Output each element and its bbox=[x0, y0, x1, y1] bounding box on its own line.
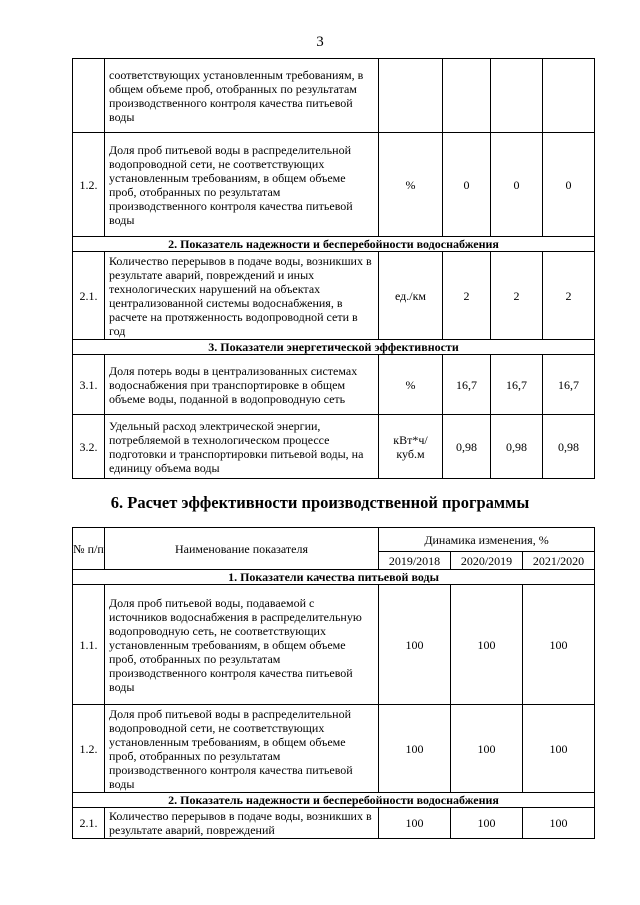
value-cell: 16,7 bbox=[491, 355, 543, 415]
header-dynamics: Динамика изменения, % bbox=[379, 528, 595, 552]
value-cell bbox=[443, 59, 491, 133]
section-6-title: 6. Расчет эффективности производственной программы bbox=[110, 493, 530, 512]
header-name: Наименование показателя bbox=[105, 528, 379, 570]
value-cell bbox=[543, 59, 595, 133]
table-row bbox=[73, 133, 595, 237]
unit-cell: кВт*ч/ куб.м bbox=[379, 415, 443, 479]
value-cell: 16,7 bbox=[543, 355, 595, 415]
section-heading: 2. Показатель надежности и бесперебойности водоснабжения bbox=[73, 793, 595, 808]
row-number: 3.1. bbox=[73, 355, 105, 415]
indicators-table bbox=[72, 58, 595, 479]
header-num: № п/п bbox=[73, 528, 105, 570]
row-number: 2.1. bbox=[73, 808, 105, 839]
value-cell: 2 bbox=[543, 252, 595, 340]
table-row bbox=[73, 355, 595, 415]
header-period: 2020/2019 bbox=[451, 552, 523, 570]
value-cell: 0,98 bbox=[443, 415, 491, 479]
value-cell: 0 bbox=[491, 133, 543, 237]
row-number bbox=[73, 59, 105, 133]
section-heading: 3. Показатели энергетической эффективности bbox=[73, 340, 595, 355]
indicator-name: соответствующих установленным требованиям, в общем объеме проб, отобранных по результатам производственного контроля качества питьевой воды bbox=[105, 59, 379, 133]
value-cell: 100 bbox=[451, 585, 523, 705]
indicator-name: Количество перерывов в подаче воды, возникших в результате аварий, повреждений bbox=[105, 808, 379, 839]
indicator-name: Доля проб питьевой воды в распределительной водопроводной сети, не соответствующих установленным требованиям, в общем объеме проб, отобранных по результатам производственного контроля качества питьевой воды bbox=[105, 705, 379, 793]
indicator-name: Доля проб питьевой воды в распределительной водопроводной сети, не соответствующих установленным требованиям, в общем объеме проб, отобранных по результатам производственного контроля качества питьевой воды bbox=[105, 133, 379, 237]
value-cell: 2 bbox=[443, 252, 491, 340]
row-number: 1.1. bbox=[73, 585, 105, 705]
page-number: 3 bbox=[316, 34, 324, 50]
value-cell: 0 bbox=[443, 133, 491, 237]
section-heading: 1. Показатели качества питьевой воды bbox=[73, 570, 595, 585]
value-cell: 100 bbox=[523, 808, 595, 839]
value-cell: 100 bbox=[379, 808, 451, 839]
table-row bbox=[73, 415, 595, 479]
unit-cell: ед./км bbox=[379, 252, 443, 340]
indicator-name: Доля потерь воды в централизованных системах водоснабжения при транспортировке в общем объеме воды, поданной в водопроводную сеть bbox=[105, 355, 379, 415]
value-cell: 100 bbox=[523, 705, 595, 793]
value-cell: 100 bbox=[523, 585, 595, 705]
value-cell: 2 bbox=[491, 252, 543, 340]
row-number: 1.2. bbox=[73, 705, 105, 793]
section-heading: 2. Показатель надежности и бесперебойности водоснабжения bbox=[73, 237, 595, 252]
value-cell: 100 bbox=[451, 705, 523, 793]
section-row bbox=[73, 570, 595, 585]
header-period: 2021/2020 bbox=[523, 552, 595, 570]
row-number: 2.1. bbox=[73, 252, 105, 340]
value-cell: 0,98 bbox=[491, 415, 543, 479]
table-row bbox=[73, 252, 595, 340]
table-row bbox=[73, 59, 595, 133]
indicator-name: Доля проб питьевой воды, подаваемой с источников водоснабжения в распределительную водопроводную сеть, не соответствующих установленным требованиям, в общем объеме проб, отобранных по результатам производственного контроля качества питьевой воды bbox=[105, 585, 379, 705]
table-row bbox=[73, 705, 595, 793]
value-cell: 100 bbox=[451, 808, 523, 839]
unit-cell: % bbox=[379, 133, 443, 237]
value-cell: 16,7 bbox=[443, 355, 491, 415]
efficiency-table bbox=[72, 527, 595, 839]
indicator-name: Удельный расход электрической энергии, потребляемой в технологическом процессе подготовки и транспортировки питьевой воды, на единицу объема воды bbox=[105, 415, 379, 479]
table-row bbox=[73, 585, 595, 705]
table-row bbox=[73, 808, 595, 839]
section-row bbox=[73, 793, 595, 808]
section-row bbox=[73, 237, 595, 252]
unit-cell: % bbox=[379, 355, 443, 415]
header-period: 2019/2018 bbox=[379, 552, 451, 570]
value-cell: 100 bbox=[379, 585, 451, 705]
section-row bbox=[73, 340, 595, 355]
row-number: 1.2. bbox=[73, 133, 105, 237]
unit-cell bbox=[379, 59, 443, 133]
value-cell bbox=[491, 59, 543, 133]
value-cell: 100 bbox=[379, 705, 451, 793]
indicator-name: Количество перерывов в подаче воды, возникших в результате аварий, повреждений и иных технологических нарушений на объектах централизованной системы водоснабжения, в расчете на протяженность водопроводной сети в год bbox=[105, 252, 379, 340]
value-cell: 0 bbox=[543, 133, 595, 237]
value-cell: 0,98 bbox=[543, 415, 595, 479]
row-number: 3.2. bbox=[73, 415, 105, 479]
